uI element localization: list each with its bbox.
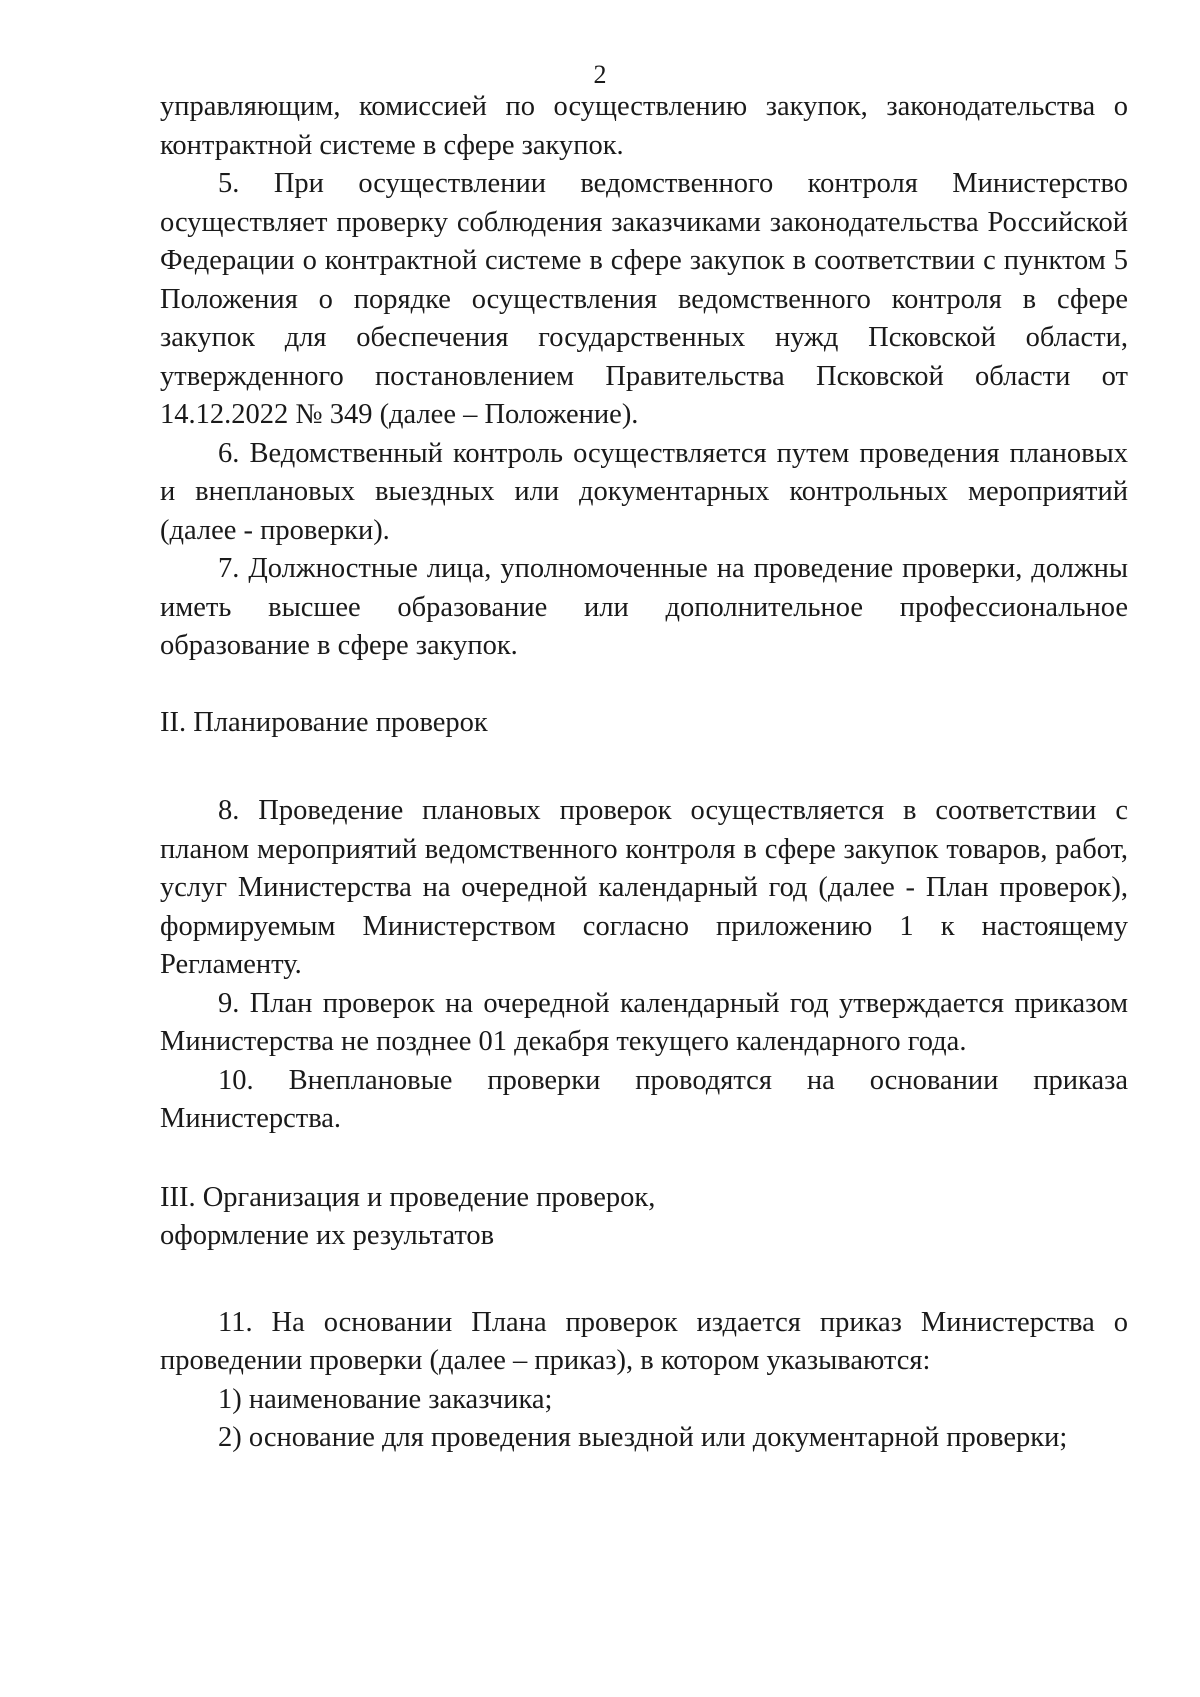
list-item-1: 1) наименование заказчика;	[218, 1383, 553, 1415]
paragraph-9: 9. План проверок на очередной календарный год утверждается приказом Министерства не позднее 01 декабря текущего календарного года.	[160, 987, 1128, 1057]
paragraph-7: 7. Должностные лица, уполномоченные на проведение проверки, должны иметь высшее образование или дополнительное профессиональное образование в сфере закупок.	[160, 553, 1128, 661]
paragraph-6: 6. Ведомственный контроль осуществляется путем проведения плановых и внеплановых выездных или документарных контрольных мероприятий (далее - проверки).	[160, 437, 1128, 546]
page-number: 2	[593, 60, 607, 89]
document-body	[160, 88, 1128, 1458]
section-heading-3-line-2: оформление их результатов	[160, 1220, 495, 1251]
paragraph-5: 5. При осуществлении ведомственного контроля Министерство осуществляет проверку соблюдения заказчиками законодательства Российской Федерации о контрактной системе в сфере закупок в соответствии с пунктом 5 Положения о порядке осуществления ведомственного контроля в сфере закупок для обеспечения государственных нужд Псковской области, утвержденного постановлением Правительства Псковской области от 14.12.2022 № 349 (далее – Положение).	[160, 168, 1128, 430]
list-item-2: 2) основание для проведения выездной или документарной проверки;	[218, 1422, 1068, 1453]
section-heading-2: II. Планирование проверок	[160, 706, 488, 738]
paragraph-continuation: управляющим, комиссией по осуществлению закупок, законодательства о контрактной системе в сфере закупок.	[160, 91, 1128, 161]
paragraph-11: 11. На основании Плана проверок издается приказ Министерства о проведении проверки (далее – приказ), в котором указываются:	[160, 1306, 1128, 1376]
paragraph-8: 8. Проведение плановых проверок осуществляется в соответствии с планом мероприятий ведомственного контроля в сфере закупок товаров, работ, услуг Министерства на очередной календарный год (далее - План проверок), формируемым Министерством согласно приложению 1 к настоящему Регламенту.	[160, 795, 1128, 980]
paragraph-10: 10. Внеплановые проверки проводятся на основании приказа Министерства.	[160, 1064, 1128, 1134]
section-heading-3-line-1: III. Организация и проведение проверок,	[160, 1181, 656, 1213]
